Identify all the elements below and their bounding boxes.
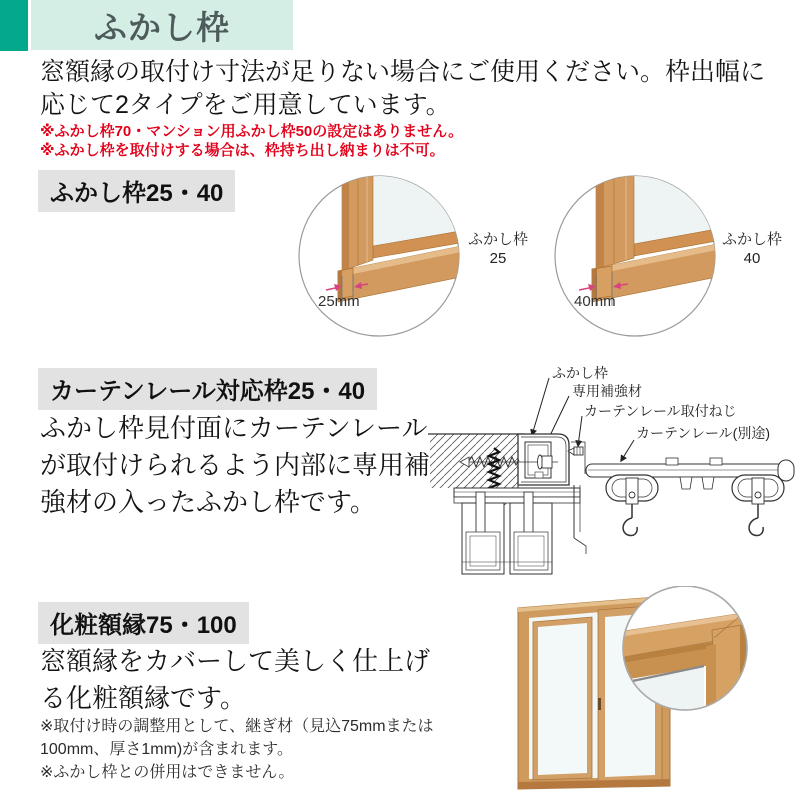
- fukashi-40-diagram: [552, 172, 722, 342]
- intro-warnings: [40, 122, 463, 160]
- page-title: ふかし枠: [94, 8, 230, 46]
- section2-body-line2: が取付けられるよう内部に専用補: [40, 450, 431, 480]
- dim-25mm: 25mm: [318, 293, 360, 310]
- fukashi-40-label-num: 40: [743, 250, 761, 267]
- label-fukashi-frame: ふかし枠: [552, 365, 608, 381]
- label-rail-screw: カーテンレール取付ねじ: [584, 403, 737, 419]
- fukashi-25-label-text: ふかし枠: [467, 231, 528, 248]
- fukashi-25-label-num: 25: [489, 250, 507, 267]
- intro-line-1: 窓額縁の取付け寸法が足りない場合にご使用ください。枠出幅に: [40, 58, 766, 86]
- section3-body: [40, 643, 430, 717]
- section2-body-line1: ふかし枠見付面にカーテンレール: [40, 413, 428, 443]
- curtain-rail-diagram: [428, 356, 800, 596]
- section3-note1-line2: 100mm、厚さ1mm)が含まれます。: [40, 741, 293, 758]
- section3-notes: [40, 715, 434, 784]
- dim-40mm: 40mm: [574, 293, 616, 310]
- section2-heading: カーテンレール対応枠25・40: [38, 368, 377, 410]
- fukashi-40-label: [714, 230, 790, 268]
- intro-line-2: 応じて2タイプをご用意しています。: [40, 91, 451, 119]
- intro-paragraph: [40, 56, 785, 122]
- section2-body: [40, 410, 430, 521]
- accent-bar: [0, 0, 28, 51]
- warning-1: ※ふかし枠70・マンション用ふかし枠50の設定はありません。: [40, 123, 464, 140]
- fukashi-40-label-text: ふかし枠: [721, 231, 782, 248]
- rail-runner-right: [732, 475, 784, 536]
- rail-runner-left: [606, 475, 658, 536]
- section3-body-line2: る化粧額縁です。: [40, 683, 246, 713]
- warning-2: ※ふかし枠を取付けする場合は、枠持ち出し納まりは不可。: [40, 142, 445, 159]
- title-band: [31, 0, 293, 50]
- label-reinforcement: 専用補強材: [572, 383, 642, 399]
- fukashi-25-label: [460, 230, 536, 268]
- label-curtain-rail: カーテンレール(別途): [636, 425, 770, 441]
- section2-body-line3: 強材の入ったふかし枠です。: [40, 487, 376, 517]
- window-illustration: [500, 586, 800, 800]
- section3-heading: 化粧額縁75・100: [38, 602, 249, 644]
- section3-note2: ※ふかし枠との併用はできません。: [40, 764, 295, 781]
- section3-note1-line1: ※取付け時の調整用として、継ぎ材（見込75mmまたは: [40, 718, 434, 735]
- section3-body-line1: 窓額縁をカバーして美しく仕上げ: [40, 646, 431, 676]
- section1-heading: ふかし枠25・40: [38, 170, 235, 212]
- fukashi-25-diagram: [296, 172, 466, 342]
